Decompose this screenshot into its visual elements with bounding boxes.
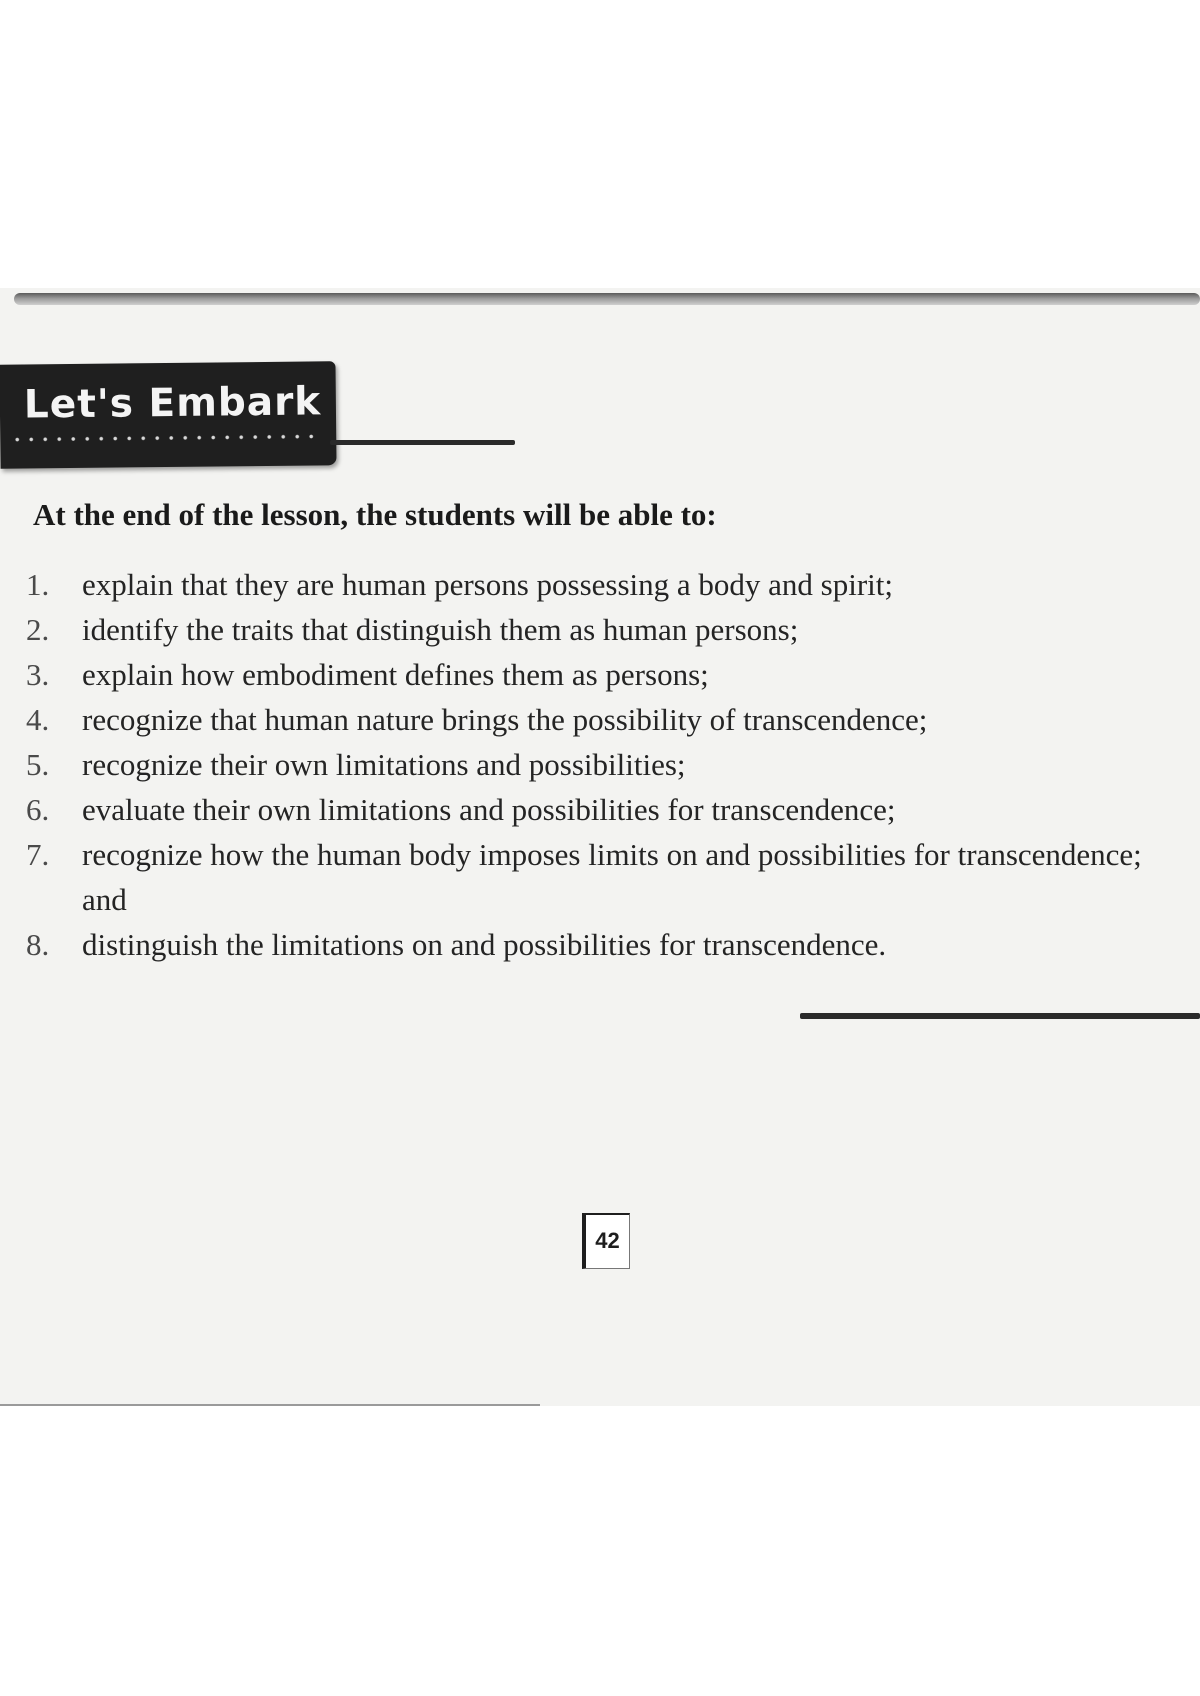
- objective-item-7: [26, 832, 1146, 922]
- objectives-list: [26, 562, 1146, 967]
- dotted-decoration: [10, 433, 315, 442]
- objective-number: 3.: [26, 657, 50, 692]
- objective-number: 8.: [26, 927, 50, 962]
- page-number: 42: [582, 1213, 630, 1269]
- page-edge-line: [0, 1404, 540, 1406]
- objective-item-1: [26, 562, 1146, 607]
- objective-text: recognize their own limitations and possibilities;: [82, 747, 686, 782]
- objective-number: 5.: [26, 747, 50, 782]
- objective-text: recognize how the human body imposes limits on and possibilities for transcendence; and: [82, 837, 1142, 917]
- objective-number: 1.: [26, 567, 50, 602]
- objective-text: explain that they are human persons possessing a body and spirit;: [82, 567, 894, 602]
- objective-item-2: [26, 607, 1146, 652]
- section-banner: [0, 361, 337, 469]
- objective-item-5: [26, 742, 1146, 787]
- objective-item-4: [26, 697, 1146, 742]
- objective-text: evaluate their own limitations and possibilities for transcendence;: [82, 792, 896, 827]
- objective-number: 2.: [26, 612, 50, 647]
- bottom-divider: [800, 1013, 1200, 1019]
- objective-item-8: [26, 922, 1146, 967]
- objective-item-6: [26, 787, 1146, 832]
- top-divider: [14, 293, 1200, 305]
- objectives-heading: At the end of the lesson, the students will be able to:: [33, 497, 717, 532]
- objective-text: distinguish the limitations on and possibilities for transcendence.: [82, 927, 887, 962]
- objective-item-3: [26, 652, 1146, 697]
- objective-number: 4.: [26, 702, 50, 737]
- banner-tail-line: [330, 440, 515, 445]
- objective-text: identify the traits that distinguish them as human persons;: [82, 612, 799, 647]
- objective-number: 7.: [26, 837, 50, 872]
- section-title: Let's Embark: [23, 379, 322, 428]
- objective-text: explain how embodiment defines them as persons;: [82, 657, 709, 692]
- objective-number: 6.: [26, 792, 50, 827]
- objective-text: recognize that human nature brings the possibility of transcendence;: [82, 702, 928, 737]
